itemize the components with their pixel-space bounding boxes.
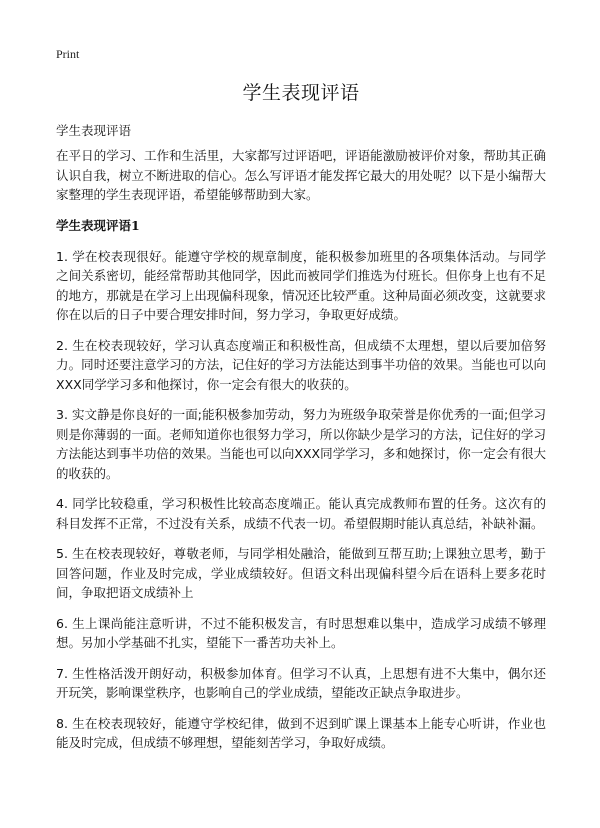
comment-item-2: 2. 生在校表现较好，学习认真态度端正和积极性高，但成绩不太理想，望以后要加倍努力。同时还要注意学习的方法，记住好的学习方法能达到事半功倍的效果。当能也可以向XXX同学学习多和他探讨，你一定会有很大的收获的。	[56, 337, 546, 392]
comment-item-4: 4. 同学比较稳重，学习积极性比较高态度端正。能认真完成教师布置的任务。这次有的科目发挥不正常，不过没有关系，成绩不代表一切。希望假期时能认真总结，补缺补漏。	[56, 496, 546, 531]
page-title: 学生表现评语	[242, 82, 360, 104]
print-link[interactable]: Print	[56, 47, 80, 61]
page-subtitle: 学生表现评语	[56, 123, 132, 138]
comment-item-7: 7. 生性格活泼开朗好动，积极参加体育。但学习不认真，上思想有进不大集中，偶尔还开玩笑，影响课堂秩序，也影响自己的学业成绩，望能改正缺点争取进步。	[56, 665, 546, 700]
section-heading: 学生表现评语1	[56, 217, 140, 233]
comment-item-1: 1. 学在校表现很好。能遵守学校的规章制度，能积极参加班里的各项集体活动。与同学之间关系密切，能经常帮助其他同学，因此而被同学们推选为付班长。但你身上也有不足的地方，那就是在学习上出现偏科现象，情况还比较严重。这种局面必须改变，这就要求你在以后的日子中要合理安排时间，努力学习，争取更好成绩。	[56, 248, 546, 322]
article-body	[56, 146, 546, 764]
comment-item-8: 8. 生在校表现较好，能遵守学校纪律，做到不迟到旷课上课基本上能专心听讲，作业也能及时完成，但成绩不够理想，望能刻苦学习，争取好成绩。	[56, 715, 546, 750]
intro-paragraph: 在平日的学习、工作和生活里，大家都写过评语吧，评语能激励被评价对象，帮助其正确认识自我，树立不断进取的信心。怎么写评语才能发挥它最大的用处呢？以下是小编帮大家整理的学生表现评语，希望能够帮助到大家。	[56, 148, 546, 202]
comment-item-5: 5. 生在校表现较好，尊敬老师，与同学相处融洽，能做到互帮互助;上课独立思考，勤于回答问题，作业及时完成，学业成绩较好。但语文科出现偏科望今后在语科上要多花时间，争取把语文成绩补上	[56, 546, 546, 600]
comment-item-6: 6. 生上课尚能注意听讲，不过不能积极发言，有时思想难以集中，造成学习成绩不够理想。另加小学基础不扎实，望能下一番苦功夫补上。	[56, 615, 546, 650]
comment-item-3: 3. 实文静是你良好的一面;能积极参加劳动，努力为班级争取荣誉是你优秀的一面;但学习则是你薄弱的一面。老师知道你也很努力学习，所以你缺少是学习的方法，记住好的学习方法能达到事半功倍的效果。当能也可以向XXX同学学习，多和她探讨，你一定会有很大的收获的。	[56, 407, 546, 481]
